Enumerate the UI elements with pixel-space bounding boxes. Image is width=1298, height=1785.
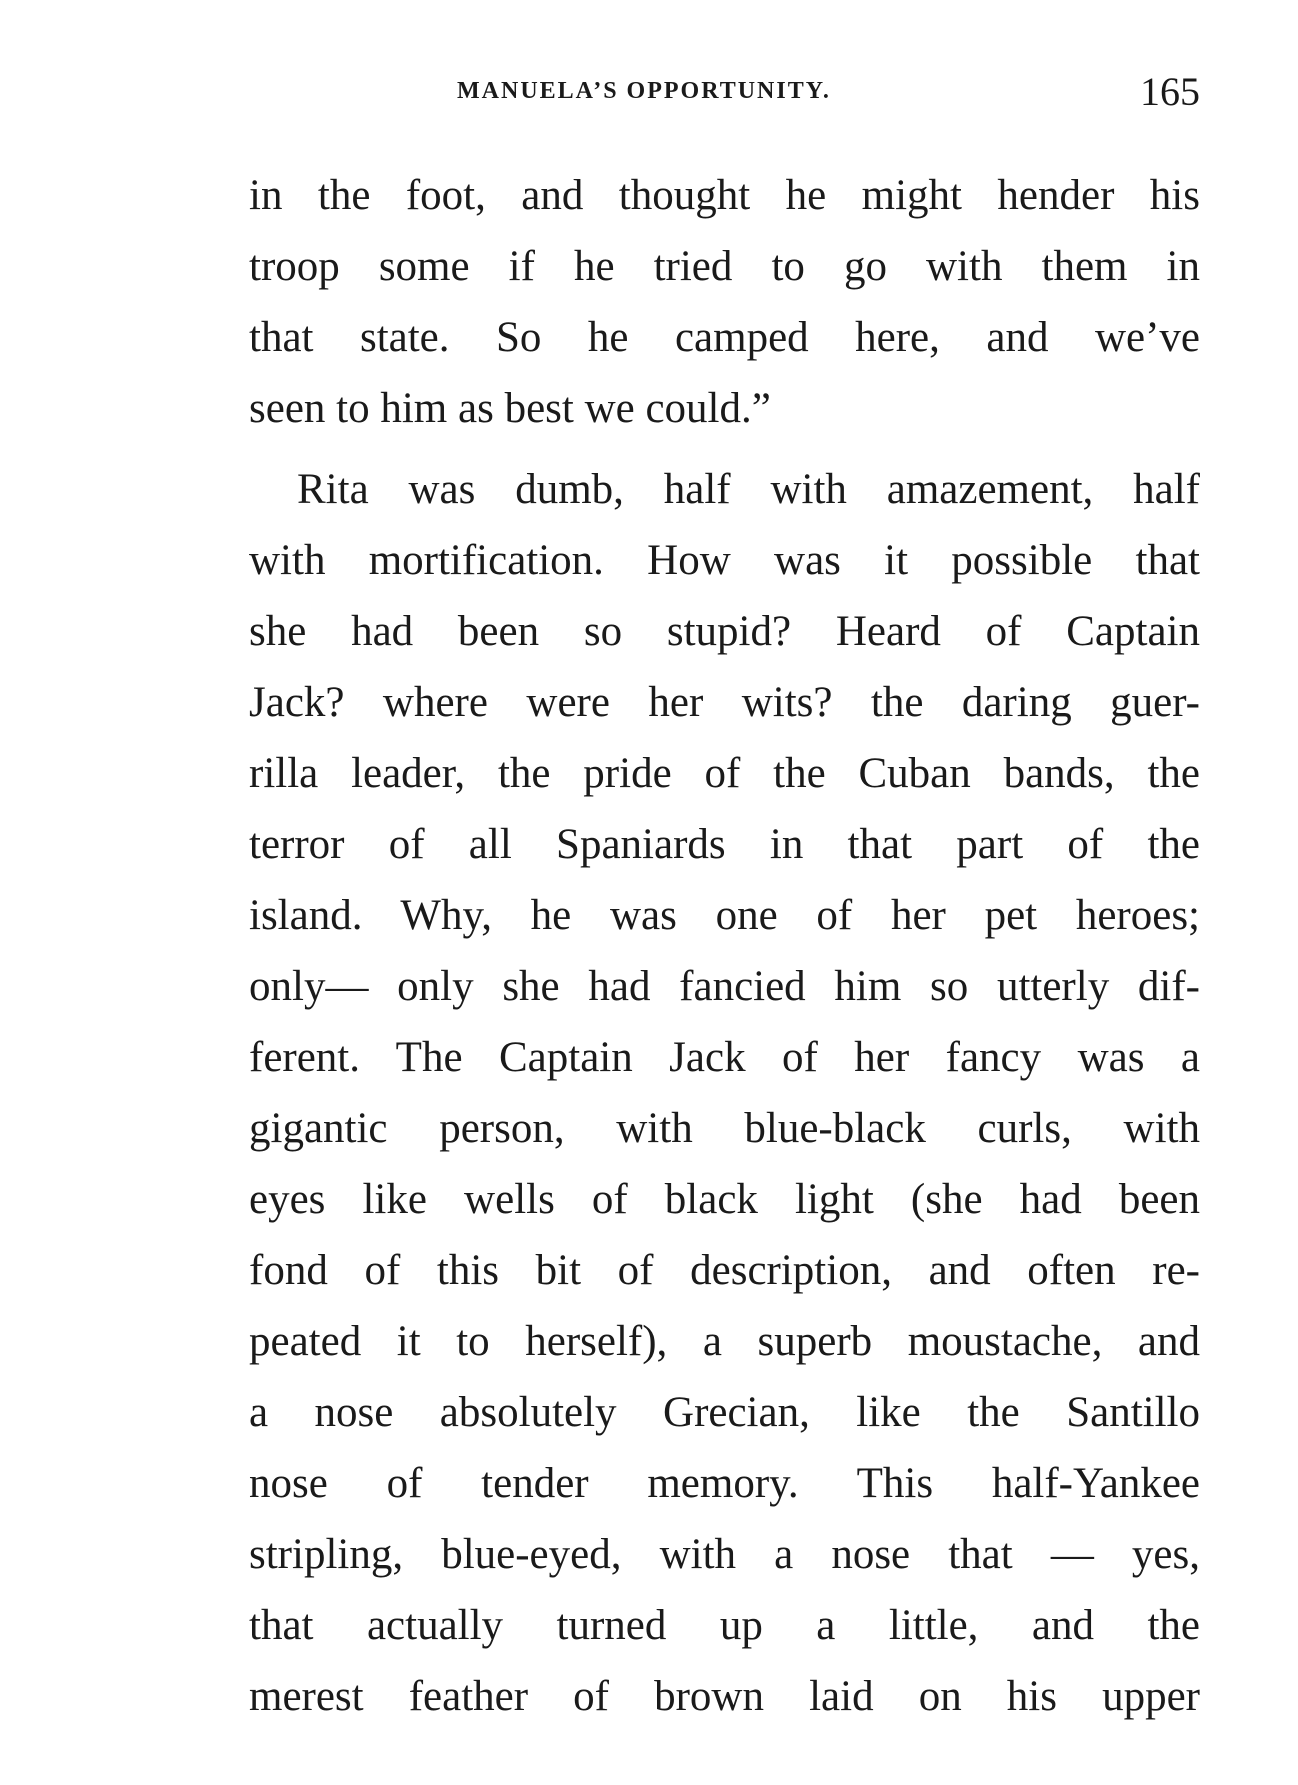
running-title: MANUELA’S OPPORTUNITY. — [457, 78, 831, 104]
text-line: she had been so stupid? Heard of Captain — [249, 608, 1200, 655]
body-text — [249, 160, 1200, 1732]
page-number: 165 — [1140, 69, 1200, 114]
text-line: stripling, blue-eyed, with a nose that — yes, — [249, 1531, 1200, 1578]
text-line: eyes like wells of black light (she had been — [249, 1176, 1200, 1223]
text-line: that actually turned up a little, and the — [249, 1602, 1200, 1649]
text-line: island. Why, he was one of her pet heroes; — [249, 892, 1200, 939]
text-line: terror of all Spaniards in that part of the — [249, 821, 1200, 868]
text-line: ferent. The Captain Jack of her fancy was a — [249, 1034, 1200, 1081]
text-line: with mortification. How was it possible that — [249, 537, 1200, 584]
text-line: merest feather of brown laid on his upper — [249, 1673, 1200, 1720]
text-line: gigantic person, with blue-black curls, with — [249, 1105, 1200, 1152]
text-line: only— only she had fancied him so utterly dif- — [249, 963, 1200, 1010]
text-line: rilla leader, the pride of the Cuban bands, the — [249, 750, 1200, 797]
text-line: nose of tender memory. This half-Yankee — [249, 1460, 1200, 1507]
text-line: that state. So he camped here, and we’ve — [249, 314, 1200, 361]
text-line: Jack? where were her wits? the daring guer- — [249, 679, 1200, 726]
text-line: peated it to herself), a superb moustache, and — [249, 1318, 1200, 1365]
text-line: a nose absolutely Grecian, like the Santillo — [249, 1389, 1200, 1436]
text-line: in the foot, and thought he might hender his — [249, 172, 1200, 219]
text-line: seen to him as best we could.” — [249, 385, 771, 432]
text-line: Rita was dumb, half with amazement, half — [297, 466, 1200, 513]
text-line: troop some if he tried to go with them in — [249, 243, 1200, 290]
running-head — [249, 68, 1200, 118]
text-line: fond of this bit of description, and often re- — [249, 1247, 1200, 1294]
